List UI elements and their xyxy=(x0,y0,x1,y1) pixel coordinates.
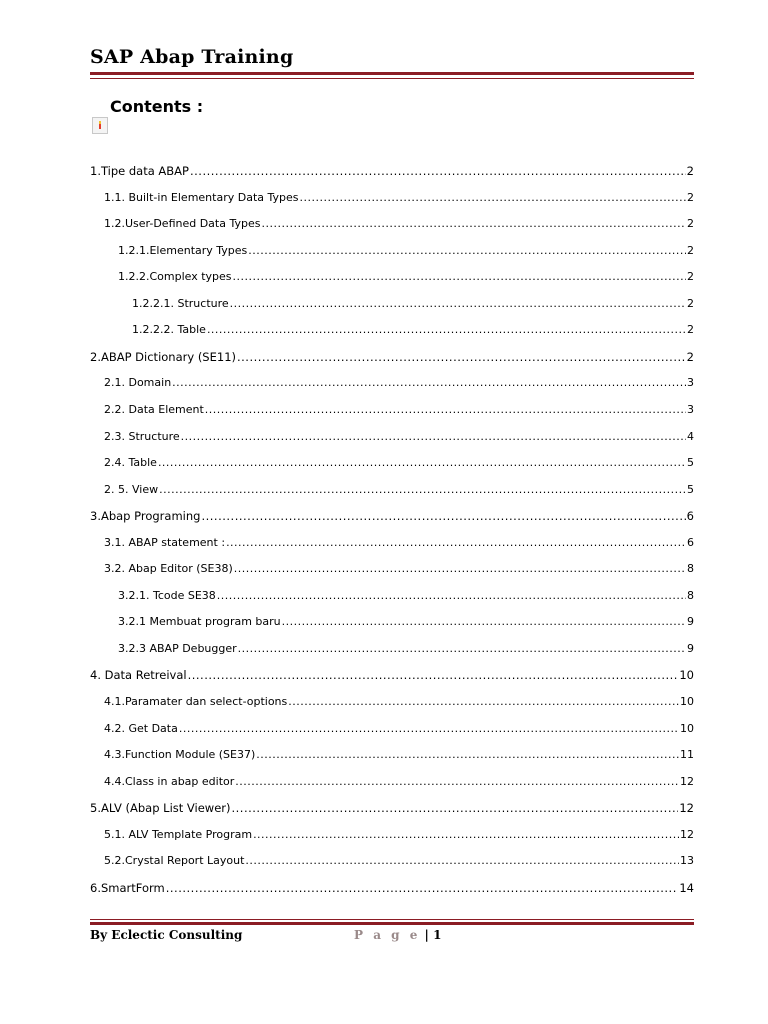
toc-entry-page: 8 xyxy=(687,588,694,602)
toc-entry-title: 4.2. Get Data xyxy=(104,721,178,735)
toc-entry-page: 10 xyxy=(680,695,694,708)
toc-leader-dots xyxy=(190,164,686,178)
toc-leader-dots xyxy=(235,775,679,788)
toc-entry[interactable] xyxy=(104,376,694,389)
toc-entry[interactable] xyxy=(104,456,694,469)
toc-entry-page: 2 xyxy=(687,323,694,337)
toc-entry-title: 1.2.2.Complex types xyxy=(118,270,232,284)
toc-leader-dots xyxy=(233,270,686,283)
toc-entry-page: 12 xyxy=(679,801,694,816)
toc-leader-dots xyxy=(181,430,686,443)
toc-leader-dots xyxy=(248,244,686,257)
toc-entry-title: 1.2.1.Elementary Types xyxy=(118,243,248,257)
toc-leader-dots xyxy=(245,854,679,867)
toc-entry-title: 2.4. Table xyxy=(104,456,157,470)
toc-entry[interactable] xyxy=(104,483,694,496)
toc-entry-page: 5 xyxy=(687,482,694,496)
toc-entry[interactable] xyxy=(118,642,694,655)
toc-leader-dots xyxy=(253,828,679,841)
toc-leader-dots xyxy=(300,191,687,204)
toc-leader-dots xyxy=(238,642,686,655)
toc-entry[interactable] xyxy=(90,164,694,178)
toc-leader-dots xyxy=(234,562,686,575)
document-header-title: SAP Abap Training xyxy=(90,46,294,68)
toc-entry-page: 2 xyxy=(687,243,694,257)
footer-page-indicator xyxy=(354,928,441,942)
footer-page-separator: | xyxy=(424,928,429,942)
toc-entry-title: 3.2. Abap Editor (SE38) xyxy=(104,562,233,576)
toc-entry-page: 3 xyxy=(687,376,694,390)
toc-entry[interactable] xyxy=(132,297,694,310)
toc-entry-page: 12 xyxy=(680,827,694,841)
toc-entry-page: 2 xyxy=(687,296,694,310)
toc-entry[interactable] xyxy=(104,536,694,549)
toc-entry-page: 5 xyxy=(687,456,694,470)
toc-entry[interactable] xyxy=(104,562,694,575)
toc-entry[interactable] xyxy=(104,191,694,204)
toc-entry[interactable] xyxy=(90,881,694,895)
toc-entry-title: 3.2.1. Tcode SE38 xyxy=(118,588,216,602)
toc-leader-dots xyxy=(226,536,686,549)
toc-entry-title: 3.2.3 ABAP Debugger xyxy=(118,641,237,655)
toc-entry-page: 2 xyxy=(687,217,694,231)
toc-leader-dots xyxy=(261,217,686,230)
toc-entry-page: 2 xyxy=(686,164,694,178)
footer-page-label: P a g e xyxy=(354,928,421,942)
toc-entry[interactable] xyxy=(90,350,694,364)
toc-entry-page: 3 xyxy=(687,402,694,416)
toc-entry[interactable] xyxy=(104,854,694,867)
toc-entry-title: 5.2.Crystal Report Layout xyxy=(104,854,245,868)
toc-leader-dots xyxy=(237,350,686,364)
toc-entry[interactable] xyxy=(90,509,694,523)
toc-leader-dots xyxy=(282,615,686,628)
toc-entry[interactable] xyxy=(118,589,694,602)
toc-entry-page: 9 xyxy=(687,641,694,655)
toc-leader-dots xyxy=(217,589,686,602)
toc-entry-title: 4. Data Retreival xyxy=(90,668,187,683)
toc-entry-title: 6.SmartForm xyxy=(90,880,165,895)
toc-leader-dots xyxy=(205,403,686,416)
toc-entry-title: 1.2.2.1. Structure xyxy=(132,296,229,310)
header-rule-thick xyxy=(90,72,694,75)
toc-entry-page: 8 xyxy=(687,562,694,576)
toc-entry-page: 2 xyxy=(687,270,694,284)
toc-entry-title: 5.1. ALV Template Program xyxy=(104,827,253,841)
toc-entry[interactable] xyxy=(104,775,694,788)
toc-entry-title: 1.2.User-Defined Data Types xyxy=(104,217,261,231)
header-rule-thin xyxy=(90,78,694,79)
toc-leader-dots xyxy=(256,748,679,761)
toc-entry-title: 4.4.Class in abap editor xyxy=(104,774,235,788)
toc-entry-title: 2.3. Structure xyxy=(104,429,180,443)
toc-leader-dots xyxy=(230,297,686,310)
toc-entry-page: 6 xyxy=(687,535,694,549)
toc-entry-title: 3.2.1 Membuat program baru xyxy=(118,615,281,629)
toc-entry-title: 5.ALV (Abap List Viewer) xyxy=(90,801,231,816)
toc-entry[interactable] xyxy=(90,801,694,815)
toc-leader-dots xyxy=(288,695,679,708)
toc-entry-title: 3.Abap Programing xyxy=(90,509,201,524)
toc-leader-dots xyxy=(159,483,686,496)
contents-heading: Contents : xyxy=(110,97,204,116)
toc-leader-dots xyxy=(232,801,679,815)
toc-leader-dots xyxy=(179,722,679,735)
toc-entry[interactable] xyxy=(118,244,694,257)
toc-entry-page: 4 xyxy=(687,429,694,443)
toc-leader-dots xyxy=(166,881,679,895)
toc-entry[interactable] xyxy=(118,270,694,283)
toc-entry-page: 13 xyxy=(680,854,694,868)
toc-entry-title: 2.2. Data Element xyxy=(104,402,204,416)
footer-author: By Eclectic Consulting xyxy=(90,928,243,942)
toc-entry-title: 1.1. Built-in Elementary Data Types xyxy=(104,190,299,204)
toc-entry[interactable] xyxy=(104,828,694,841)
toc-entry-title: 2.1. Domain xyxy=(104,376,172,390)
toc-entry[interactable] xyxy=(104,695,694,708)
toc-entry[interactable] xyxy=(104,217,694,230)
toc-entry-title: 1.Tipe data ABAP xyxy=(90,164,189,178)
broken-image-icon xyxy=(92,117,108,134)
toc-entry[interactable] xyxy=(104,430,694,443)
toc-entry[interactable] xyxy=(104,722,694,735)
toc-entry-page: 10 xyxy=(679,668,694,683)
toc-leader-dots xyxy=(207,323,686,336)
toc-entry[interactable] xyxy=(118,615,694,628)
toc-entry-title: 4.1.Paramater dan select-options xyxy=(104,695,288,708)
toc-entry-page: 2 xyxy=(687,190,694,204)
toc-entry[interactable] xyxy=(90,668,694,682)
footer-page-number: 1 xyxy=(433,928,442,942)
toc-leader-dots xyxy=(172,376,686,389)
footer-rule-thick xyxy=(90,922,694,925)
toc-entry-title: 4.3.Function Module (SE37) xyxy=(104,748,256,762)
footer-rule-thin xyxy=(90,919,694,920)
toc-leader-dots xyxy=(158,456,686,469)
toc-entry-page: 11 xyxy=(680,748,694,762)
toc-entry-title: 1.2.2.2. Table xyxy=(132,323,206,337)
toc-entry-page: 12 xyxy=(680,774,694,788)
toc-entry[interactable] xyxy=(104,403,694,416)
toc-leader-dots xyxy=(201,509,685,523)
toc-entry-title: 2.ABAP Dictionary (SE11) xyxy=(90,349,236,364)
toc-entry-page: 10 xyxy=(680,721,694,735)
toc-leader-dots xyxy=(188,668,679,682)
toc-entry-page: 2 xyxy=(686,349,694,364)
toc-entry-page: 6 xyxy=(686,509,694,524)
toc-entry-page: 9 xyxy=(687,615,694,629)
toc-entry[interactable] xyxy=(104,748,694,761)
toc-entry[interactable] xyxy=(132,323,694,336)
toc-entry-title: 3.1. ABAP statement : xyxy=(104,535,226,549)
toc-entry-page: 14 xyxy=(679,880,694,895)
toc-entry-title: 2. 5. View xyxy=(104,482,159,496)
